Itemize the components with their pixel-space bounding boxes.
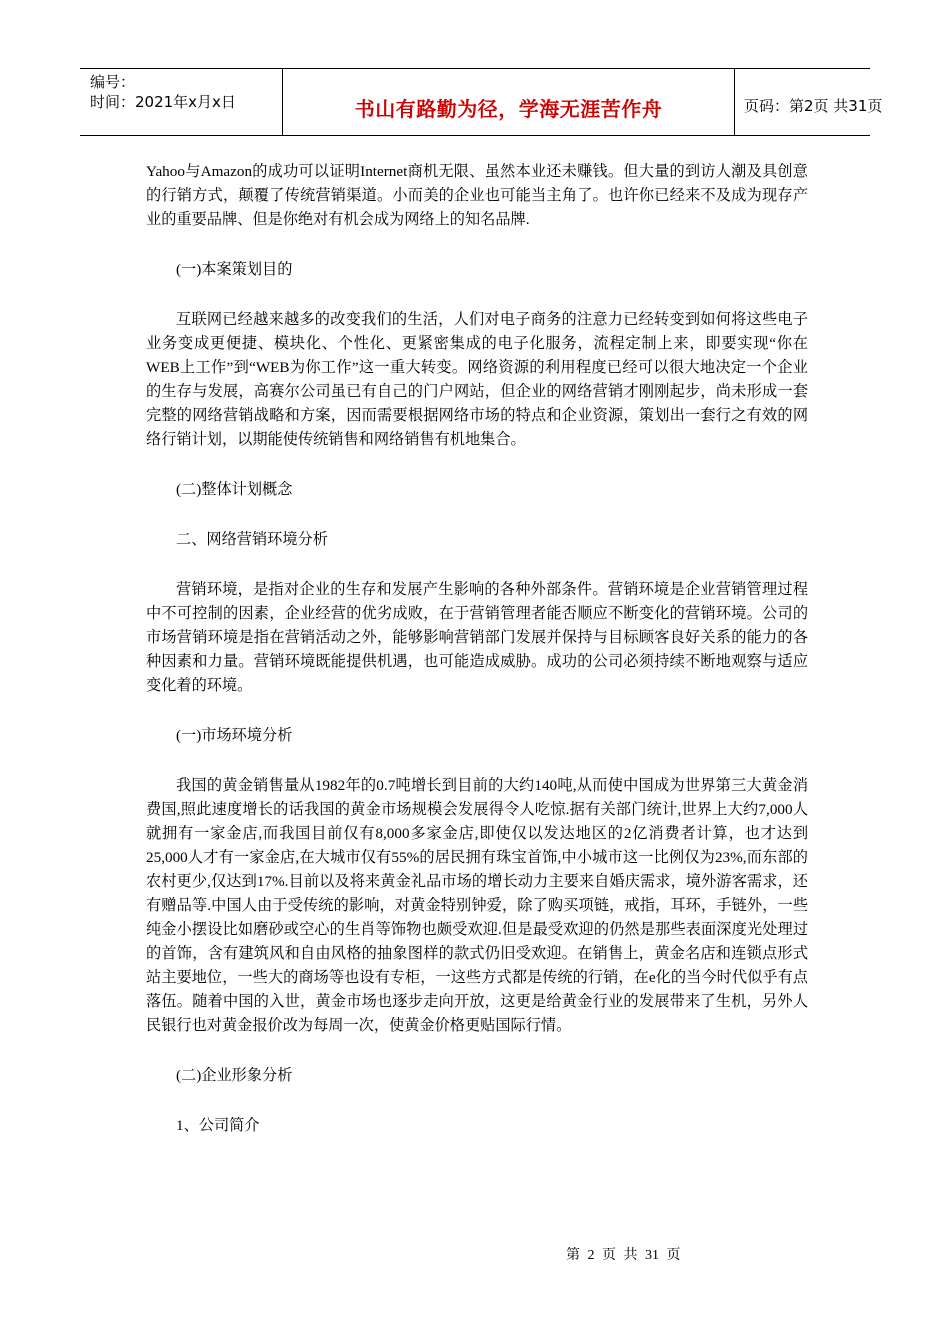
- header-motto: 书山有路勤为径，学海无涯苦作舟: [354, 97, 663, 121]
- paragraph-intro: Yahoo与Amazon的成功可以证明Internet商机无限、虽然本业还未赚钱。但大量的到访人潮及具创意的行销方式，颠覆了传统营销渠道。小而美的企业也可能当主角了。也许你已经来不及成为现存产业的重要品牌、但是你绝对有机会成为网络上的知名品牌.: [146, 163, 808, 228]
- paragraph-market: 我国的黄金销售量从1982年的0.7吨增长到目前的大约140吨,从而使中国成为世界第三大黄金消费国,照此速度增长的话我国的黄金市场规模会发展得令人吃惊.据有关部门统计,世界上大约7,000人就拥有一家金店,而我国目前仅有8,000多家金店,即使仅以发达地区的2亿消费者计算，也才达到25,000人才有一家金店,在大城市仅有55%的居民拥有珠宝首饰,中小城市这一比例仅为23%,而东部的农村更少,仅达到17%.目前以及将来黄金礼品市场的增长动力主要来自婚庆需求，境外游客需求，还有赠品等.中国人由于受传统的影响，对黄金特别钟爱，除了购买项链，戒指，耳环，手链外，一些纯金小摆设比如磨砂或空心的生肖等饰物也颇受欢迎.但是最受欢迎的仍然是那些表面深度光处理过的首饰，含有建筑风和自由风格的抽象图样的款式仍旧受欢迎。在销售上，黄金名店和连锁点形式站主要地位，一些大的商场等也设有专柜，一这些方式都是传统的行销，在e化的当今时代似乎有点落伍。随着中国的入世，黄金市场也逐步走向开放，这更是给黄金行业的发展带来了生机，另外人民银行也对黄金报价改为每周一次，使黄金价格更贴国际行情。: [146, 777, 808, 1034]
- section-heading-company: 1、公司简介: [176, 1117, 260, 1134]
- header-page-number: 页码：第2页 共31页: [744, 97, 883, 115]
- number-label: 编号：: [90, 73, 136, 91]
- section-heading-image: (二)企业形象分析: [176, 1067, 293, 1084]
- section-heading-environment: 二、网络营销环境分析: [176, 531, 328, 548]
- header-info-cell: [80, 69, 282, 135]
- paragraph-environment: 营销环境，是指对企业的生存和发展产生影响的各种外部条件。营销环境是企业营销管理过程中不可控制的因素，企业经营的优劣成败，在于营销管理者能否顺应不断变化的营销环境。公司的市场营销环境是指在营销活动之外，能够影响营销部门发展并保持与目标顾客良好关系的能力的各种因素和力量。营销环境既能提供机遇，也可能造成威胁。成功的公司必须持续不断地观察与适应变化着的环境。: [146, 581, 808, 694]
- page-header-table: [80, 68, 883, 136]
- section-heading-concept: (二)整体计划概念: [176, 481, 293, 498]
- header-page-cell: [735, 69, 883, 135]
- section-heading-purpose: (一)本案策划目的: [176, 261, 293, 278]
- section-heading-market: (一)市场环境分析: [176, 727, 293, 744]
- document-body: [146, 160, 808, 1138]
- header-motto-cell: [282, 69, 735, 135]
- time-label: 时间：2021年x月x日: [90, 93, 236, 111]
- footer-page-number: 第 2 页 共 31 页: [566, 1248, 681, 1263]
- paragraph-purpose: 互联网已经越来越多的改变我们的生活，人们对电子商务的注意力已经转变到如何将这些电子业务变成更便捷、模块化、个性化、更紧密集成的电子化服务，流程定制上来，即要实现“你在WEB上工作”到“WEB为你工作”这一重大转变。网络资源的利用程度已经可以很大地决定一个企业的生存与发展，高赛尔公司虽已有自己的门户网站，但企业的网络营销才刚刚起步，尚未形成一套完整的网络营销战略和方案，因而需要根据网络市场的特点和企业资源，策划出一套行之有效的网络行销计划，以期能使传统销售和网络销售有机地集合。: [146, 311, 808, 448]
